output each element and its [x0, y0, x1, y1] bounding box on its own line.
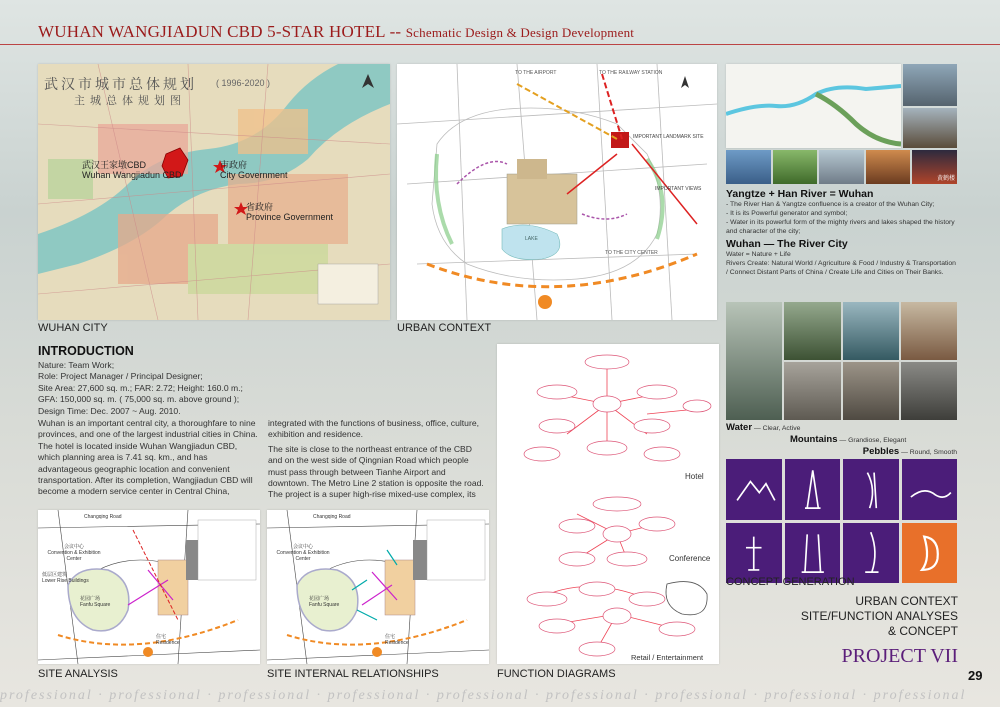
urban-context-graphic — [397, 64, 717, 320]
site-analysis-graphic — [38, 510, 260, 664]
site-analysis-map — [38, 510, 260, 664]
intro-heading: INTRODUCTION — [38, 344, 134, 358]
photo-river-1 — [726, 150, 771, 184]
mountain-sketch-icon — [726, 459, 782, 520]
pebbles-line: Pebbles — Round, Smooth — [862, 446, 957, 457]
photo-tower-caption: 黄鹤楼 — [936, 176, 955, 182]
wuhan-city-map — [38, 64, 390, 320]
city-heading: Wuhan — The River City — [726, 238, 848, 250]
city-line-1: Water = Nature + Life — [726, 251, 791, 258]
city-line-2: Rivers Create: Natural World / Agriculture & Food / Industry & Transportation / Connect Distant Parts of China / Create Life and Cities on Their Banks. — [726, 260, 956, 276]
photo-lake — [843, 302, 899, 360]
title-rule — [0, 44, 1000, 45]
sir-conv: 会议中心 Convention & Exhibition Center — [276, 544, 330, 562]
photo-pebbles-2 — [843, 362, 899, 420]
sir-road: Changqing Road — [313, 514, 351, 520]
photo-mountain-2 — [784, 302, 840, 360]
title-separator: -- — [389, 22, 402, 41]
photo-mountain-1 — [726, 302, 782, 420]
site-analysis-caption: SITE ANALYSIS — [38, 668, 118, 680]
cbd-label: 武汉王家墩CBD Wuhan Wangjiadun CBD — [82, 160, 182, 180]
page-number: 29 — [968, 668, 983, 683]
tower-sketch-icon — [843, 459, 899, 520]
fd-conference: Conference — [669, 554, 711, 563]
intro-role: Role: Project Manager / Principal Designer; — [38, 371, 203, 382]
intro-para-1: Wuhan is an important central city, a thoroughfare to nine provinces, and one of the largest industrial cities in China. The hotel is located inside Wuhan Wangjiadun CBD, which planning area is 7.41 sq. km., and has advantageous geographic location and convenient transportation. After its completion, Wangjiadun CBD will become a modern service center in Central China, integrated with the functions of business, office, culture, exhibition and residence. — [38, 418, 479, 497]
intro-para-2: The site is close to the northeast entrance of the CBD and on the west side of Qingnian Road which people must pass through between Tianhe Airport and downtown. The Metro Line 2 station is opposite the road. The project is a super high-rise mixed-use complex, its — [268, 443, 484, 500]
concept-tile-figure — [726, 523, 782, 584]
final-form-sketch-icon — [902, 523, 958, 584]
river-heading: Yangtze + Han River = Wuhan — [726, 188, 874, 200]
tower-sketch-icon — [785, 459, 841, 520]
sa-conv: 会议中心 Convention & Exhibition Center — [47, 544, 101, 562]
title-main: WUHAN WANGJIADUN CBD 5-STAR HOTEL — [38, 22, 386, 41]
photo-pebbles-3 — [901, 362, 957, 420]
site-internal-map — [267, 510, 489, 664]
function-caption: FUNCTION DIAGRAMS — [497, 668, 616, 680]
spire-sketch-icon — [843, 523, 899, 584]
intro-nature: Nature: Team Work; — [38, 360, 115, 370]
function-graphic — [497, 344, 719, 664]
photo-field — [773, 150, 818, 184]
river-bullet-1: - The River Han & Yangtze confluence is a creator of the Wuhan City; — [726, 201, 935, 208]
concept-caption: CONCEPT GENERATION — [726, 576, 855, 588]
footer-strip: professional · professional · professional · professional · professional · professional · professional · professional · professional — [0, 688, 967, 703]
sa-square: 花园广场 Fanfu Square — [80, 596, 111, 608]
prov-gov-label: 省政府 Province Government — [246, 202, 334, 222]
photo-pebbles-1 — [784, 362, 840, 420]
concept-tile-spire — [843, 523, 899, 584]
twin-tower-sketch-icon — [785, 523, 841, 584]
concept-tiles — [726, 459, 957, 573]
sa-road: Changqing Road — [84, 514, 122, 520]
summary-block — [770, 594, 958, 639]
photo-strip — [726, 150, 957, 184]
map-title-1: 武汉市城市总体规划 — [44, 77, 197, 93]
function-diagrams — [497, 344, 719, 664]
figure-sketch-icon — [726, 523, 782, 584]
site-internal-caption: SITE INTERNAL RELATIONSHIPS — [267, 668, 439, 680]
fd-hotel: Hotel — [685, 472, 704, 481]
uc-center: TO THE CITY CENTER — [605, 250, 658, 256]
concept-tile-final — [902, 523, 958, 584]
river-bullet-2: - It is its Powerful generator and symbol; — [726, 210, 848, 217]
sa-residence: 住宅 Residence — [156, 634, 180, 646]
river-graphic — [726, 64, 901, 148]
river-map — [726, 64, 901, 148]
summary-line-1: URBAN CONTEXT — [855, 594, 958, 608]
photo-tower — [912, 150, 957, 184]
concept-tile-mountains — [726, 459, 782, 520]
wuhan-city-caption: WUHAN CITY — [38, 322, 108, 334]
project-number: PROJECT VII — [841, 645, 958, 667]
uc-airport: TO THE AIRPORT — [515, 70, 557, 76]
map-title-2: 主城总体规划图 — [74, 94, 186, 107]
uc-views: IMPORTANT VIEWS — [655, 186, 702, 192]
pagoda-photo — [903, 108, 957, 148]
river-text — [726, 188, 957, 277]
sir-square: 花园广场 Fanfu Square — [309, 596, 340, 608]
uc-landmark: IMPORTANT LANDMARK SITE — [633, 134, 704, 140]
title-subtitle: Schematic Design & Design Development — [405, 25, 635, 40]
sir-residence: 住宅 Residence — [385, 634, 409, 646]
concept-tile-twin-towers — [785, 523, 841, 584]
nature-photos — [726, 302, 957, 420]
map-years: ( 1996-2020 ) — [216, 78, 271, 88]
sa-low: 低层区建筑 Lower Rise Buildings — [42, 572, 89, 584]
page-title — [38, 22, 634, 42]
summary-line-3: & CONCEPT — [887, 624, 958, 638]
urban-context-map — [397, 64, 717, 320]
river-bullet-3: - Water in its powerful form of the mighty rivers and lakes shaped the history and character of the city; — [726, 219, 955, 235]
wave-sketch-icon — [902, 459, 958, 520]
photo-rock — [901, 302, 957, 360]
uc-railway: TO THE RAILWAY STATION — [599, 70, 663, 76]
city-gov-label: 市政府 City Government — [220, 160, 288, 180]
city-photo — [903, 64, 957, 106]
intro-gfa: GFA: 150,000 sq. m. ( 75,000 sq. m. above ground ); — [38, 394, 240, 405]
introduction — [38, 344, 260, 417]
fd-retail: Retail / Entertainment — [631, 653, 704, 662]
water-line: Water — Clear, Active — [726, 422, 801, 433]
intro-site: Site Area: 27,600 sq. m.; FAR: 2.72; Height: 160.0 m.; — [38, 382, 243, 393]
intro-time: Design Time: Dec. 2007 ~ Aug. 2010. — [38, 405, 181, 416]
concept-tile-tower-1 — [785, 459, 841, 520]
concept-tile-tower-2 — [843, 459, 899, 520]
photo-bridge — [866, 150, 911, 184]
mountains-line: Mountains — Grandiose, Elegant — [790, 434, 907, 445]
summary-line-2: SITE/FUNCTION ANALYSES — [800, 609, 958, 623]
site-internal-graphic — [267, 510, 489, 664]
concept-tile-wave — [902, 459, 958, 520]
concept-words — [726, 422, 957, 458]
urban-context-caption: URBAN CONTEXT — [397, 322, 492, 334]
photo-harbor — [819, 150, 864, 184]
uc-lake: LAKE — [525, 236, 538, 242]
intro-body — [38, 418, 488, 504]
